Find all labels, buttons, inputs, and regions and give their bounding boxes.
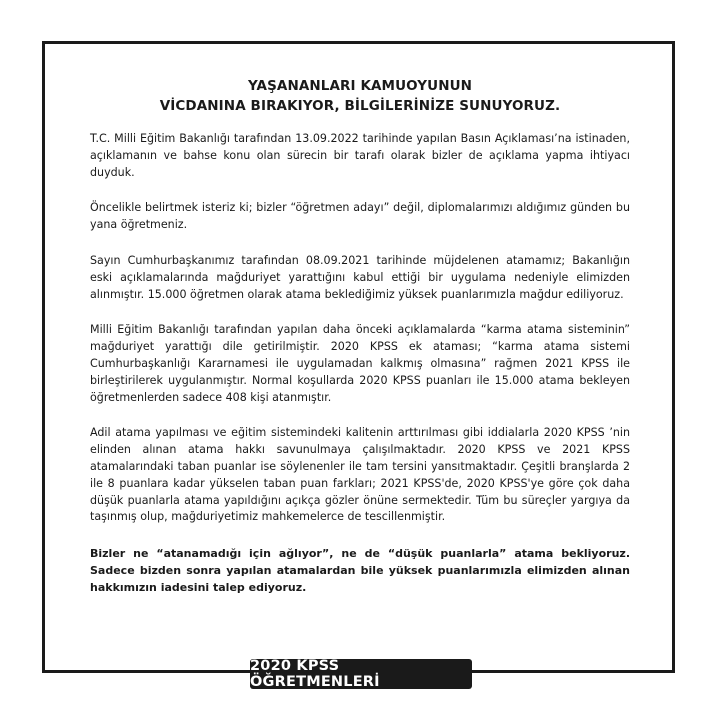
paragraph-teacher-statement: Öncelikle belirtmek isteriz ki; bizler “öğretmen adayı” değil, diplomalarımızı aldığımız günden bu yana öğretmeniz. xyxy=(90,201,630,232)
signature-label: 2020 KPSS ÖĞRETMENLERİ xyxy=(250,658,380,690)
announcement-body xyxy=(90,131,630,615)
announcement-title xyxy=(46,76,674,116)
title-line-2: VİCDANINA BIRAKIYOR, BİLGİLERİNİZE SUNUYORUZ. xyxy=(159,98,561,114)
paragraph-base-scores: Adil atama yapılması ve eğitim sistemindeki kalitenin arttırılması gibi iddialarla 2020 KPSS ’nin elinden alınan atama hakkı savunulmaya çalışılmaktadır. 2020 KPSS ve 2021 KPSS atamalarındaki taban puanlar ise söylenenler ile tam tersini yansıtmaktadır. Çeşitli branşlarda 2 ile 8 puanlara kadar yükselen taban puan farkları; 2021 KPSS'de, 2020 KPSS'ye göre çok daha düşük puanlarla atama yapıldığını açıkça gözler önüne sermektedir. Tüm bu süreçler yargıya da taşınmış olup, mağduriyetimiz mahkemelerce de tescillenmiştir. xyxy=(90,426,630,524)
paragraph-press-release: T.C. Milli Eğitim Bakanlığı tarafından 13.09.2022 tarihinde yapılan Basın Açıklaması’na istinaden, açıklamanın ve bahse konu olan sürecin bir tarafı olarak bizler de açıklama yapma ihtiyacı duyduk. xyxy=(90,132,630,179)
signature-badge xyxy=(250,659,472,689)
paragraph-appointment: Sayın Cumhurbaşkanımız tarafından 08.09.2021 tarihinde müjdelenen atamamız; Bakanlığın eski açıklamalarında mağduriyet yarattığını kabul ettiği bir uygulama nedeniyle elimizden alınmıştır. 15.000 öğretmen olarak atama beklediğimiz yüksek puanlarımızla mağdur ediliyoruz. xyxy=(90,253,630,301)
title-line-1: YAŞANANLARI KAMUOYUNUN xyxy=(247,78,473,94)
paragraph-demand: Bizler ne “atanamadığı için ağlıyor”, ne de “düşük puanlarla” atama bekliyoruz. Sadece bizden sonra yapılan atamalardan bile yüksek puanlarımızla elimizden alınan hakkımızın iadesini talep ediyoruz. xyxy=(90,547,630,595)
paragraph-mixed-system: Milli Eğitim Bakanlığı tarafından yapılan daha önceki açıklamalarda “karma atama sisteminin” mağduriyet yarattığı dile getirilmiştir. 2020 KPSS ek ataması; “karma atama sistemi Cumhurbaşkanlığı Kararnamesi ile uygulamadan kalkmış olmasına” rağmen 2021 KPSS ile birleştirilerek uygulanmıştır. Normal koşullarda 2020 KPSS puanları ile 15.000 atama bekleyen öğretmenlerden sadece 408 kişi atanmıştır. xyxy=(90,323,630,404)
